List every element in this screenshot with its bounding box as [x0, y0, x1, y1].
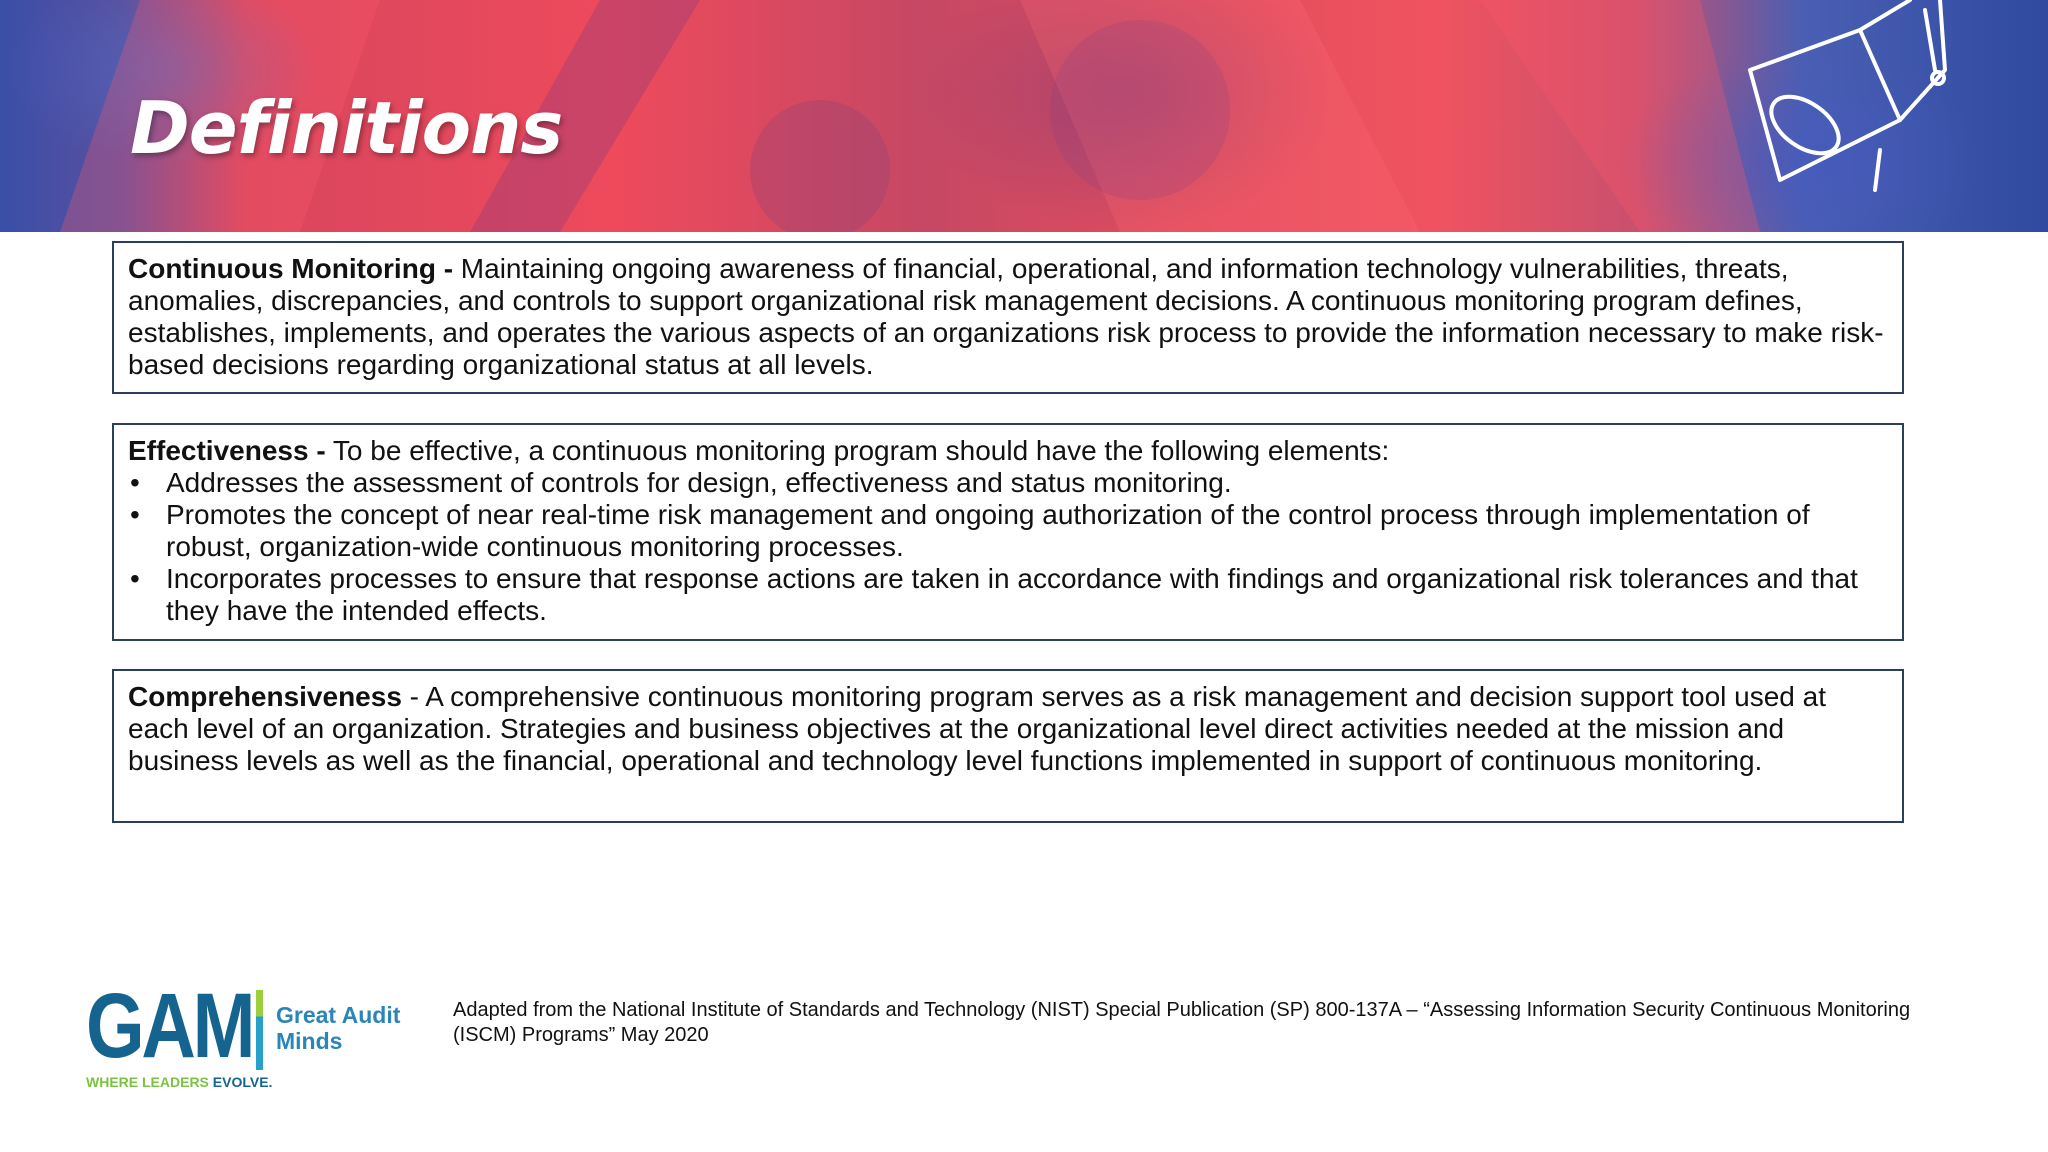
definition-body: Maintaining ongoing awareness of financial, operational, and information technology vulnerabilities, threats, anomalies, discrepancies, and controls to support organizational risk management decisions. A continuous monitoring program defines, establishes, implements, and operates the various aspects of an organizations risk process to provide the information necessary to make risk-based decisions regarding organizational status at all levels.	[128, 253, 1884, 380]
logo-divider-bar	[256, 990, 263, 1070]
definition-text	[128, 435, 1888, 467]
bullet-item: • Addresses the assessment of controls for design, effectiveness and status monitoring.	[128, 467, 1888, 499]
definition-text	[128, 253, 1888, 381]
spotlight-icon	[1730, 0, 1970, 232]
bullet-item: • Promotes the concept of near real-time risk management and ongoing authorization of the control process through implementation of robust, organization-wide continuous monitoring processes.	[128, 499, 1888, 563]
definition-comprehensiveness	[112, 669, 1904, 823]
definition-body: To be effective, a continuous monitoring program should have the following elements:	[325, 435, 1390, 466]
header-banner	[0, 0, 2048, 232]
tagline-part2: EVOLVE.	[212, 1074, 273, 1090]
definition-text	[128, 681, 1888, 777]
definition-term: Comprehensiveness	[128, 681, 402, 712]
effectiveness-bullet-list	[128, 467, 1888, 627]
logo-name	[276, 1002, 400, 1054]
logo-name-line2: Minds	[276, 1028, 343, 1054]
source-citation: Adapted from the National Institute of Standards and Technology (NIST) Special Publication (SP) 800-137A – “Assessing Information Security Continuous Monitoring (ISCM) Programs” May 2020	[453, 999, 1911, 1046]
logo-tagline	[86, 1074, 272, 1090]
definition-body: - A comprehensive continuous monitoring program serves as a risk management and decision support tool used at each level of an organization. Strategies and business objectives at the organizational level direct activities needed at the mission and business levels as well as the financial, operational and technology level functions implemented in support of continuous monitoring.	[128, 681, 1826, 776]
definition-continuous-monitoring	[112, 241, 1904, 394]
definition-term: Continuous Monitoring -	[128, 253, 454, 284]
page-title: Definitions	[130, 86, 563, 170]
definition-effectiveness	[112, 423, 1904, 641]
gam-logo	[86, 975, 416, 1094]
tagline-part1: WHERE LEADERS	[86, 1074, 213, 1090]
logo-wordmark: GAM	[86, 975, 253, 1077]
bullet-item: • Incorporates processes to ensure that response actions are taken in accordance with findings and organizational risk tolerances and that they have the intended effects.	[128, 563, 1888, 627]
logo-name-line1: Great Audit	[276, 1002, 401, 1028]
definition-term: Effectiveness -	[128, 435, 326, 466]
